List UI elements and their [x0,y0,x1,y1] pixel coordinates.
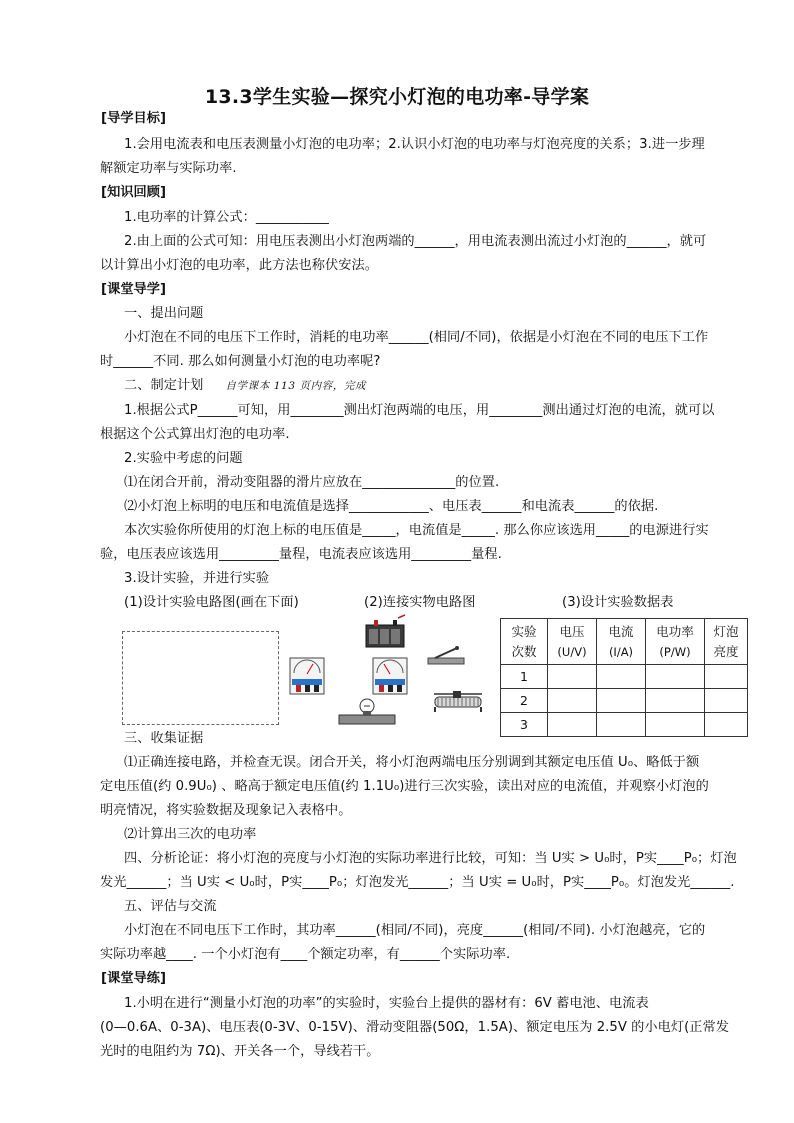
section-heading-guide: [课堂导学] [101,282,167,297]
step-heading-evidence: 三、收集证据 [124,731,204,746]
review-line-1: 1.电功率的计算公式：___________ [124,210,329,225]
section-heading-review: [知识回顾] [101,185,167,200]
consideration-3-line-2: 验，电压表应该选用_________量程，电流表应该选用_________量程. [100,547,502,562]
table-row [501,713,748,737]
header-trial: 实验 次数 [501,619,548,665]
cell-voltage[interactable] [548,689,597,713]
consideration-1: ⑴在闭合开前，滑动变阻器的滑片应放在______________的位置. [124,475,500,490]
cell-power[interactable] [646,713,705,737]
data-table-header [501,619,748,665]
table-row [501,689,748,713]
header-current: 电流 (I/A) [597,619,646,665]
practice-line-2: (0—0.6A、0-3A)、电压表(0-3V、0-15V)、滑动变阻器(50Ω，1.5A)、额定电压为 2.5V 的小电灯(正常发 [100,1020,730,1035]
considerations-heading: 2.实验中考虑的问题 [124,451,243,466]
ammeter-icon [289,657,325,695]
subheading-physical-circuit: (2)连接实物电路图 [364,595,476,610]
evidence-line-2: 定电压值(约 0.9U₀) 、略高于额定电压值(约 1.1U₀)进行三次实验，读出对应的电流值，并观察小灯泡的 [100,779,709,794]
cell-brightness[interactable] [705,713,748,737]
evidence-line-1: ⑴正确连接电路，并检查无误。闭合开关，将小灯泡两端电压分别调到其额定电压值 U₀、略低于额 [124,755,700,770]
section-heading-practice: [课堂导练] [101,971,167,986]
rheostat-icon [432,689,484,713]
trial-number: 3 [501,713,548,737]
trial-number: 1 [501,665,548,689]
header-voltage: 电压 (U/V) [548,619,597,665]
trial-number: 2 [501,689,548,713]
cell-current[interactable] [597,689,646,713]
battery-icon [365,617,407,649]
objectives-line-2: 解额定功率与实际功率. [100,161,237,176]
review-line-3: 以计算出小灯泡的电功率，此方法也称伏安法。 [100,258,378,273]
section-heading-objectives: [导学目标] [101,111,167,126]
cell-voltage[interactable] [548,713,597,737]
table-row [501,665,748,689]
evaluation-line-1: 小灯泡在不同电压下工作时，其功率______(相同/不同)，亮度______(相同/不同). 小灯泡越亮，它的 [124,923,706,938]
question-line-2: 时______不同. 那么如何测量小灯泡的电功率呢? [100,354,381,369]
plan-line-2: 根据这个公式算出灯泡的电功率. [100,427,290,442]
header-power: 电功率 (P/W) [646,619,705,665]
circuit-drawing-area[interactable] [122,631,279,725]
practice-line-3: 光时的电阻约为 7Ω)、开关各一个，导线若干。 [100,1044,380,1059]
evidence-line-4: ⑵计算出三次的电功率 [124,827,257,842]
page-title: 13.3学生实验—探究小灯泡的电功率-导学案 [204,86,590,108]
question-line-1: 小灯泡在不同的电压下工作时，消耗的电功率______(相同/不同)，依据是小灯泡在不同的电压下工作 [124,330,709,345]
voltmeter-icon [372,657,408,695]
header-brightness: 灯泡 亮度 [705,619,748,665]
analysis-line-1: 四、分析论证：将小灯泡的亮度与小灯泡的实际功率进行比较，可知：当 U实 > U₀时，P实____P₀；灯泡 [124,851,737,866]
step-heading-plan [124,377,366,395]
evaluation-line-2: 实际功率越____. 一个小灯泡有____个额定功率，有______个实际功率. [100,947,511,962]
cell-power[interactable] [646,665,705,689]
cell-current[interactable] [597,665,646,689]
plan-heading-text: 二、制定计划 [124,378,204,393]
evidence-line-3: 明亮情况，将实验数据及现象记入表格中。 [100,803,352,818]
subheading-data-table: (3)设计实验数据表 [562,595,674,610]
subheading-circuit-diagram: (1)设计实验电路图(画在下面) [124,595,299,610]
bulb-icon [336,697,398,727]
step-heading-evaluation: 五、评估与交流 [124,899,217,914]
cell-brightness[interactable] [705,689,748,713]
consideration-3-line-1: 本次实验你所使用的灯泡上标的电压值是_____，电流值是_____. 那么你应该选用_____的电源进行实 [124,523,709,538]
plan-line-1: 1.根据公式P______可知，用________测出灯泡两端的电压，用________测出通过灯泡的电流，就可以 [124,403,715,418]
cell-brightness[interactable] [705,665,748,689]
cell-voltage[interactable] [548,665,597,689]
consideration-2: ⑵小灯泡上标明的电压和电流值是选择____________、电压表______和电流表______的依据. [124,499,659,514]
objectives-line-1: 1.会用电流表和电压表测量小灯泡的电功率；2.认识小灯泡的电功率与灯泡亮度的关系；3.进一步理 [124,137,705,152]
analysis-line-2: 发光______；当 U实 < U₀时，P实____P₀；灯泡发光______；当 U实 = U₀时，P实____P₀。灯泡发光______. [100,875,735,890]
experiment-heading: 3.设计实验，并进行实验 [124,571,270,586]
step-heading-question: 一、提出问题 [124,306,204,321]
cell-power[interactable] [646,689,705,713]
plan-note: 自学课本 113 页内容，完成 [225,380,367,392]
switch-icon [427,645,467,667]
data-table [500,618,748,737]
practice-line-1: 1.小明在进行“测量小灯泡的功率”的实验时，实验台上提供的器材有：6V 蓄电池、电流表 [124,996,649,1011]
cell-current[interactable] [597,713,646,737]
review-line-2: 2.由上面的公式可知：用电压表测出小灯泡两端的______，用电流表测出流过小灯泡的______，就可 [124,234,707,249]
